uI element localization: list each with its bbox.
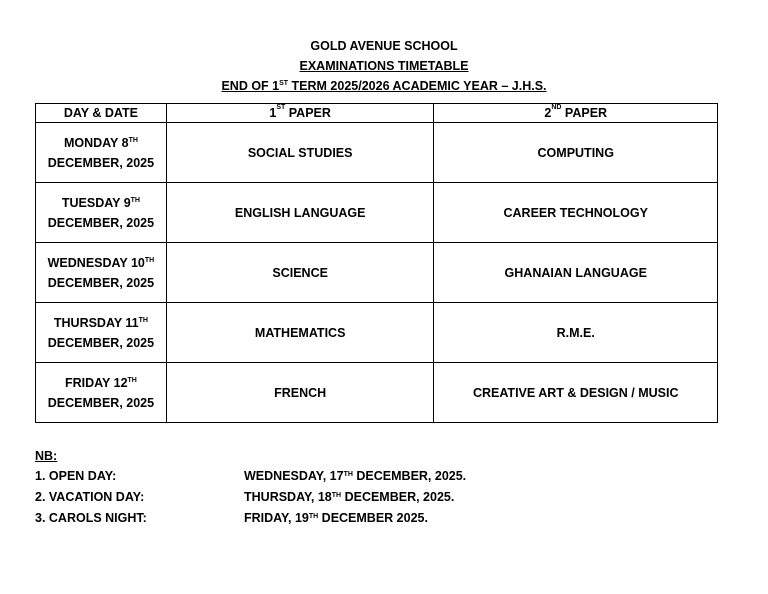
- header-paper-1-num: 1: [269, 106, 277, 120]
- term-prefix: END OF 1: [221, 79, 280, 93]
- note-label: 1. OPEN DAY:: [35, 469, 117, 483]
- notes-section: [35, 446, 466, 529]
- note-label: 3. CAROLS NIGHT:: [35, 511, 147, 525]
- day-date-cell: [36, 123, 167, 183]
- day-sup: TH: [127, 376, 137, 384]
- paper-1-cell: FRENCH: [166, 363, 434, 423]
- note-value-sup: TH: [331, 492, 342, 499]
- note-value: [244, 508, 428, 529]
- header-paper-2: [434, 104, 718, 123]
- note-item: [35, 466, 466, 487]
- document-header: [0, 36, 768, 96]
- document-subtitle: EXAMINATIONS TIMETABLE: [299, 59, 469, 73]
- date-label: DECEMBER, 2025: [47, 395, 155, 410]
- day-label: WEDNESDAY 10: [47, 255, 145, 270]
- note-item: [35, 487, 466, 508]
- note-value-post: DECEMBER 2025.: [318, 511, 428, 525]
- header-paper-1-sup: ST: [276, 104, 286, 111]
- day-sup: TH: [130, 196, 140, 204]
- table-row: [36, 303, 718, 363]
- note-label: 2. VACATION DAY:: [35, 490, 145, 504]
- date-label: DECEMBER, 2025: [47, 215, 155, 230]
- note-value: [244, 487, 454, 508]
- paper-1-cell: SCIENCE: [166, 243, 434, 303]
- table-header-row: [36, 104, 718, 123]
- date-label: DECEMBER, 2025: [47, 335, 155, 350]
- table-row: [36, 363, 718, 423]
- note-item: [35, 508, 466, 529]
- note-value-pre: WEDNESDAY, 17: [244, 469, 344, 483]
- paper-1-cell: ENGLISH LANGUAGE: [166, 183, 434, 243]
- timetable: [35, 103, 718, 423]
- table-row: [36, 183, 718, 243]
- paper-2-cell: R.M.E.: [434, 303, 718, 363]
- header-paper-2-num: 2: [544, 106, 552, 120]
- paper-1-cell: MATHEMATICS: [166, 303, 434, 363]
- day-label: THURSDAY 11: [53, 315, 139, 330]
- header-paper-2-sup: ND: [551, 104, 562, 111]
- header-paper-1: [166, 104, 434, 123]
- day-sup: TH: [128, 136, 138, 144]
- note-value: [244, 466, 466, 487]
- paper-2-cell: COMPUTING: [434, 123, 718, 183]
- date-label: DECEMBER, 2025: [47, 275, 155, 290]
- paper-1-cell: SOCIAL STUDIES: [166, 123, 434, 183]
- paper-2-cell: GHANAIAN LANGUAGE: [434, 243, 718, 303]
- note-value-pre: THURSDAY, 18: [244, 490, 332, 504]
- date-label: DECEMBER, 2025: [47, 155, 155, 170]
- day-label: FRIDAY 12: [65, 375, 128, 390]
- day-label: MONDAY 8: [63, 135, 129, 150]
- header-day-date: DAY & DATE: [36, 104, 167, 123]
- note-value-sup: TH: [308, 513, 319, 520]
- note-value-sup: TH: [343, 471, 353, 478]
- day-sup: TH: [138, 316, 148, 324]
- term-suffix: TERM 2025/2026 ACADEMIC YEAR – J.H.S.: [288, 79, 547, 93]
- term-superscript: ST: [279, 80, 289, 87]
- term-title: [0, 76, 768, 96]
- note-value-post: DECEMBER, 2025.: [352, 469, 467, 483]
- table-row: [36, 123, 718, 183]
- day-sup: TH: [144, 256, 155, 264]
- header-paper-2-label: PAPER: [561, 106, 608, 120]
- header-paper-1-label: PAPER: [285, 106, 331, 120]
- day-date-cell: [36, 363, 167, 423]
- day-label: TUESDAY 9: [61, 195, 131, 210]
- note-value-pre: FRIDAY, 19: [244, 511, 309, 525]
- table-row: [36, 243, 718, 303]
- note-value-post: DECEMBER, 2025.: [341, 490, 455, 504]
- notes-heading: NB:: [35, 449, 58, 463]
- day-date-cell: [36, 243, 167, 303]
- paper-2-cell: CREATIVE ART & DESIGN / MUSIC: [434, 363, 718, 423]
- paper-2-cell: CAREER TECHNOLOGY: [434, 183, 718, 243]
- day-date-cell: [36, 183, 167, 243]
- school-name: GOLD AVENUE SCHOOL: [310, 39, 458, 53]
- day-date-cell: [36, 303, 167, 363]
